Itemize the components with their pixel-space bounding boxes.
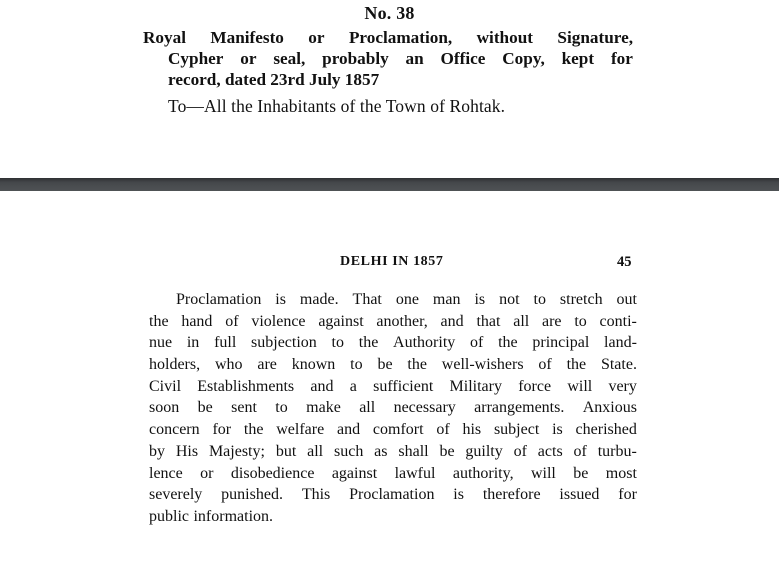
- body-line: soon be sent to make all necessary arrangements. Anxious: [149, 399, 637, 417]
- page-break-divider: [0, 178, 779, 191]
- body-line: by His Majesty; but all such as shall be guilty of acts of turbu-: [149, 442, 637, 460]
- heading-line: record, dated 23rd July 1857: [168, 70, 380, 89]
- address-line: To—All the Inhabitants of the Town of Rohtak.: [168, 96, 506, 116]
- running-head: DELHI IN 1857: [340, 254, 444, 269]
- document-number: No. 38: [364, 3, 415, 23]
- body-line: Civil Establishments and a sufficient Military force will very: [149, 377, 637, 395]
- body-line: holders, who are known to be the well-wishers of the State.: [149, 356, 637, 374]
- body-line: lence or disobedience against lawful authority, will be most: [149, 464, 637, 482]
- page-top: [0, 0, 779, 178]
- document-heading: [143, 27, 633, 90]
- body-line: nue in full subjection to the Authority of the principal land-: [149, 334, 637, 352]
- page-bottom: [0, 191, 779, 569]
- body-line: concern for the welfare and comfort of his subject is cherished: [149, 421, 637, 439]
- heading-line: Royal Manifesto or Proclamation, without Signature,: [143, 28, 633, 47]
- body-line: the hand of violence against another, and that all are to conti-: [149, 312, 637, 330]
- proclamation-body: [149, 289, 637, 528]
- body-line: public information.: [149, 507, 274, 525]
- heading-line: Cypher or seal, probably an Office Copy, kept for: [168, 49, 633, 68]
- body-line: Proclamation is made. That one man is not to stretch out: [176, 291, 637, 308]
- body-line: severely punished. This Proclamation is therefore issued for: [149, 486, 637, 504]
- page-number: 45: [617, 254, 632, 270]
